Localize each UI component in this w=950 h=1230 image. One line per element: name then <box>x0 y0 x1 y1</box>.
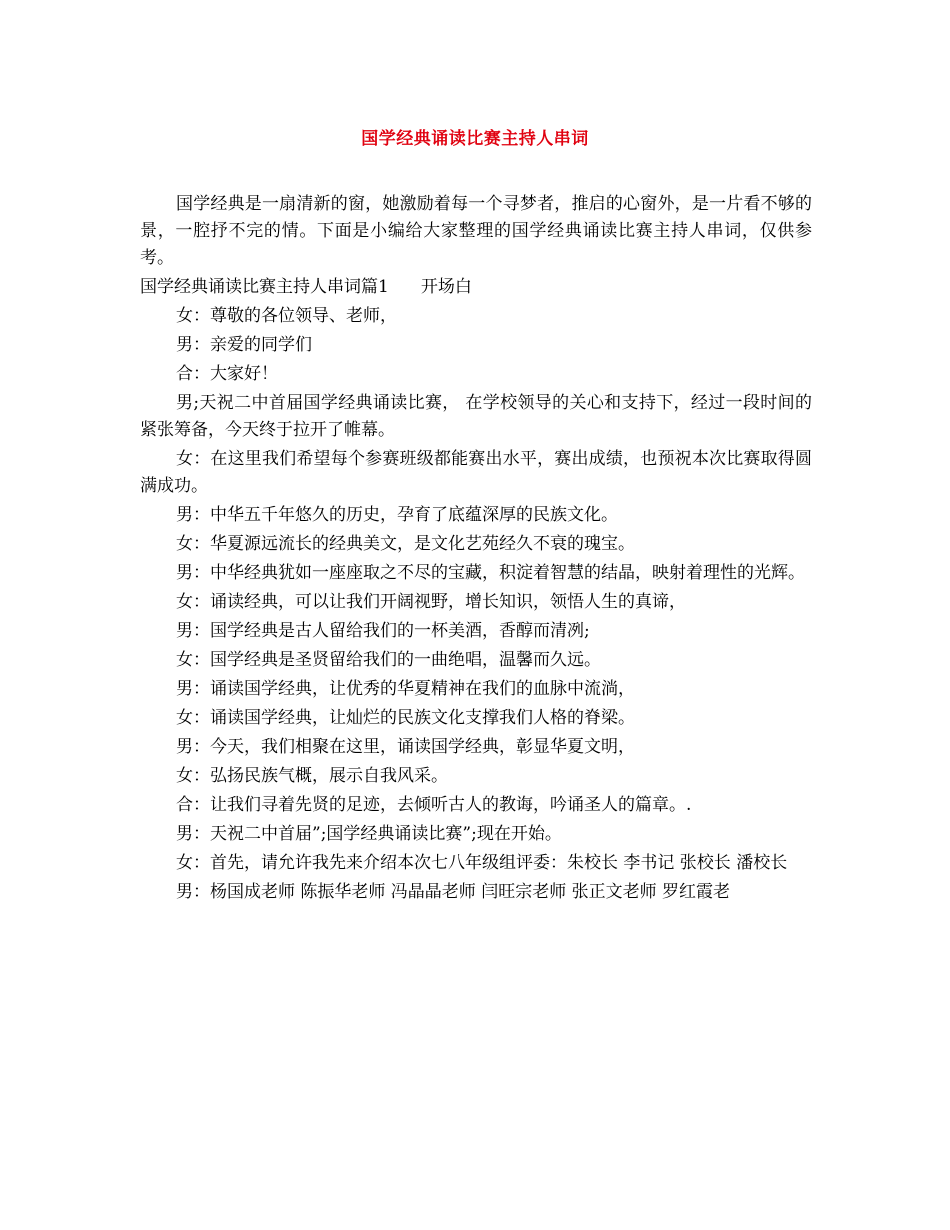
dialogue-line: 女：弘扬民族气概，展示自我风采。 <box>176 766 448 786</box>
document-title: 国学经典诵读比赛主持人串词 <box>361 129 589 149</box>
section-heading: 国学经典诵读比赛主持人串词篇1 <box>140 277 389 297</box>
dialogue-line: 女：华夏源远流长的经典美文，是文化艺苑经久不衰的瑰宝。 <box>176 534 635 554</box>
section-heading-line <box>140 274 812 301</box>
dialogue-line: 男：天祝二中首届”;国学经典诵读比赛”;现在开始。 <box>176 824 562 844</box>
dialogue-line: 男：中华经典犹如一座座取之不尽的宝藏，积淀着智慧的结晶，映射着理性的光辉。 <box>176 563 805 583</box>
section-subheading: 开场白 <box>420 277 472 297</box>
intro-paragraph: 国学经典是一扇清新的窗，她激励着每一个寻梦者，推启的心窗外，是一片看不够的景，一腔抒不完的情。下面是小编给大家整理的国学经典诵读比赛主持人串词，仅供参考。 <box>140 194 812 268</box>
dialogue-line: 男：中华五千年悠久的历史，孕育了底蕴深厚的民族文化。 <box>176 505 618 525</box>
dialogue-line: 男：今天，我们相聚在这里，诵读国学经典，彰显华夏文明， <box>176 737 635 757</box>
dialogue-line: 女：尊敬的各位领导、老师， <box>176 306 397 326</box>
dialogue-line: 女：诵读国学经典，让灿烂的民族文化支撑我们人格的脊梁。 <box>176 708 635 728</box>
dialogue-line: 女：诵读经典，可以让我们开阔视野，增长知识，领悟人生的真谛， <box>176 592 686 612</box>
dialogue-line: 男：诵读国学经典，让优秀的华夏精神在我们的血脉中流淌， <box>176 679 635 699</box>
document-body <box>140 191 812 908</box>
dialogue-line: 女：首先，请允许我先来介绍本次七八年级组评委：朱校长 李书记 张校长 潘校长 <box>176 853 788 873</box>
dialogue-line: 合：大家好！ <box>176 364 278 384</box>
dialogue-line: 女：在这里我们希望每个参赛班级都能赛出水平，赛出成绩，也预祝本次比赛取得圆满成功。 <box>140 449 812 496</box>
dialogue-line: 女：国学经典是圣贤留给我们的一曲绝唱，温馨而久远。 <box>176 650 601 670</box>
dialogue-line: 男：国学经典是古人留给我们的一杯美酒，香醇而清冽; <box>176 621 590 641</box>
dialogue-line: 男：亲爱的同学们 <box>176 335 312 355</box>
dialogue-line: 男;天祝二中首届国学经典诵读比赛， 在学校领导的关心和支持下，经过一段时间的紧张筹备，今天终于拉开了帷幕。 <box>140 393 812 440</box>
dialogue-line: 合：让我们寻着先贤的足迹，去倾听古人的教诲，吟诵圣人的篇章。. <box>176 795 692 815</box>
dialogue-line: 男：杨国成老师 陈振华老师 冯晶晶老师 闫旺宗老师 张正文老师 罗红霞老 <box>176 882 731 902</box>
